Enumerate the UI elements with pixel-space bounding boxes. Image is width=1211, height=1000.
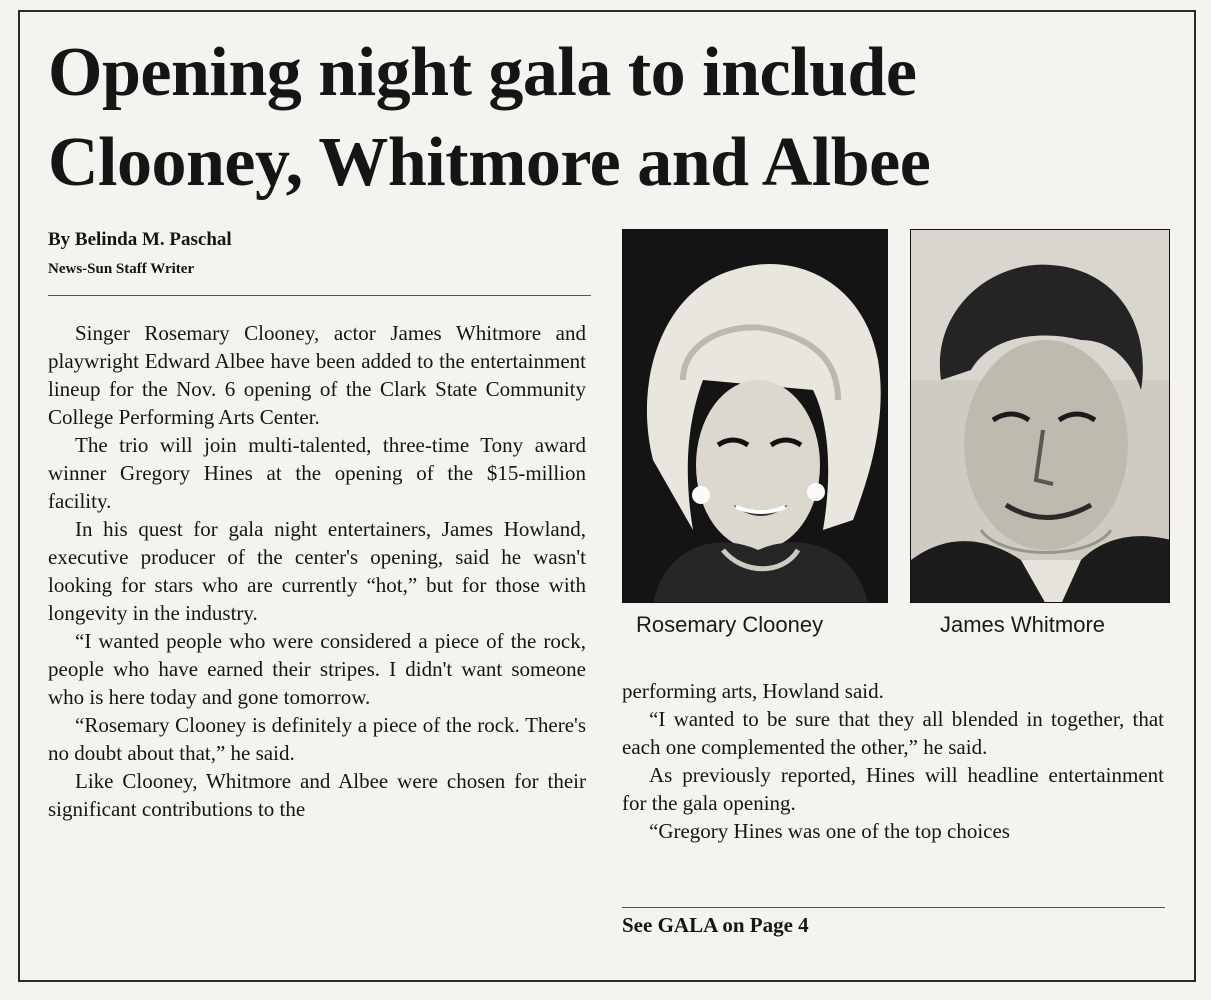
jump-rule bbox=[622, 907, 1165, 908]
paragraph: The trio will join multi-talented, three-time Tony award winner Gregory Hines at the opening of the $15-million facility. bbox=[48, 433, 586, 513]
article-column-1 bbox=[48, 319, 586, 823]
paragraph: Like Clooney, Whitmore and Albee were chosen for their significant contributions to the bbox=[48, 769, 586, 821]
paragraph: performing arts, Howland said. bbox=[622, 679, 884, 703]
paragraph: “I wanted people who were considered a piece of the rock, people who have earned their stripes. I didn't want someone who is here today and gone tomorrow. bbox=[48, 629, 586, 709]
jump-line[interactable]: See GALA on Page 4 bbox=[622, 913, 809, 937]
portrait-man-image bbox=[911, 230, 1170, 603]
byline-title: News-Sun Staff Writer bbox=[48, 261, 195, 277]
paragraph: As previously reported, Hines will headline entertainment for the gala opening. bbox=[622, 763, 1164, 815]
headline-line-2: Clooney, Whitmore and Albee bbox=[48, 124, 931, 201]
photo-caption: James Whitmore bbox=[940, 612, 1106, 637]
article-column-2 bbox=[622, 677, 1164, 845]
portrait-woman-image bbox=[623, 230, 888, 603]
byline: By Belinda M. Paschal bbox=[48, 229, 232, 250]
photo-rosemary-clooney bbox=[622, 229, 888, 603]
photo-caption: Rosemary Clooney bbox=[636, 612, 824, 637]
byline-rule bbox=[48, 295, 591, 296]
headline bbox=[48, 28, 1168, 208]
paragraph: “Rosemary Clooney is definitely a piece of the rock. There's no doubt about that,” he said. bbox=[48, 713, 586, 765]
paragraph: Singer Rosemary Clooney, actor James Whitmore and playwright Edward Albee have been added to the entertainment lineup for the Nov. 6 opening of the Clark State Community College Performing Arts Center. bbox=[48, 321, 586, 429]
paragraph: “Gregory Hines was one of the top choices bbox=[649, 819, 1010, 843]
paragraph: In his quest for gala night entertainers, James Howland, executive producer of the center's opening, said he wasn't looking for stars who are currently “hot,” but for those with longevity in the industry. bbox=[48, 517, 586, 625]
paragraph: “I wanted to be sure that they all blended in together, that each one complemented the other,” he said. bbox=[622, 707, 1164, 759]
photo-james-whitmore bbox=[910, 229, 1170, 603]
headline-line-1: Opening night gala to include bbox=[48, 34, 917, 111]
